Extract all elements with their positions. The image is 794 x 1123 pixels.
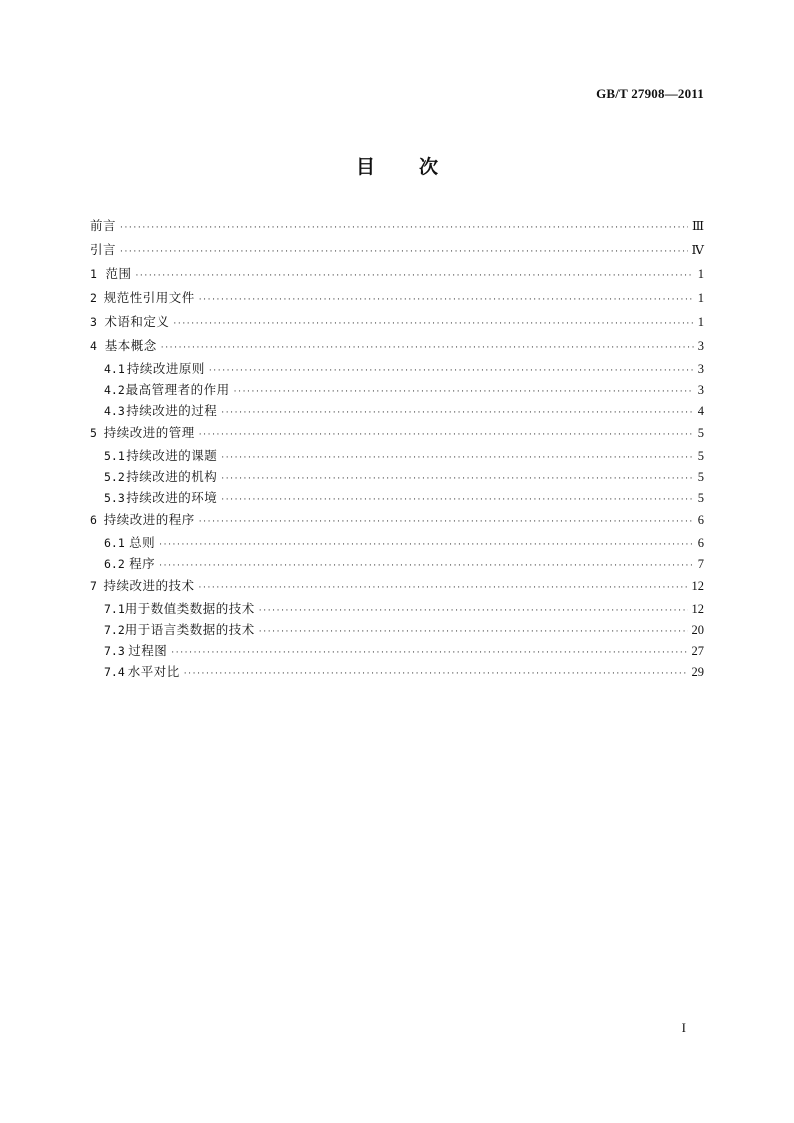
standard-code: GB/T 27908—2011 — [596, 86, 704, 101]
toc-entry-page: 1 — [697, 267, 704, 281]
toc-entry-label: 最高管理者的作用 — [125, 382, 230, 397]
toc-entry-page: 20 — [691, 623, 704, 637]
toc-entry[interactable] — [90, 286, 704, 310]
toc-entry-label: 持续改进的技术 — [103, 578, 195, 593]
toc-leader — [161, 336, 694, 360]
toc-subentry[interactable] — [90, 553, 704, 574]
toc-entry[interactable] — [90, 214, 704, 238]
toc-entry-label: 术语和定义 — [104, 314, 170, 329]
toc-entry-number: 7 — [90, 579, 97, 593]
toc-entry-number: 1 — [90, 267, 97, 281]
toc-entry-number: 7.4 — [104, 665, 125, 679]
toc-entry-number: 5.1 — [104, 449, 125, 463]
toc-title — [0, 152, 794, 179]
toc-entry-page: 3 — [697, 339, 704, 353]
page-folio: I — [681, 1020, 686, 1035]
toc-leader — [199, 510, 694, 534]
toc-entry-page: 6 — [697, 513, 704, 527]
toc-entry-page: 3 — [697, 362, 704, 376]
toc-subentry[interactable] — [90, 487, 704, 508]
toc-leader — [259, 601, 688, 622]
toc-entry-page: 1 — [697, 315, 704, 329]
toc-entry-label: 基本概念 — [104, 338, 157, 353]
toc-entry-number: 5.2 — [104, 470, 125, 484]
toc-entry-number: 7.3 — [104, 644, 125, 658]
toc-entry-page: 1 — [697, 291, 704, 305]
toc-entry-number: 4.3 — [104, 404, 125, 418]
toc-leader — [234, 382, 694, 403]
toc-entry-number: 6.2 — [104, 557, 125, 571]
toc-entry-label: 持续改进的机构 — [126, 469, 218, 484]
toc-entry-number: 3 — [90, 315, 97, 329]
toc-subentry[interactable] — [90, 598, 704, 619]
toc-leader — [184, 664, 688, 685]
toc-entry-page: 4 — [697, 404, 704, 418]
table-of-contents — [90, 214, 704, 682]
toc-entry-page: 27 — [691, 644, 704, 658]
toc-leader — [221, 469, 694, 490]
toc-entry-page: 12 — [691, 602, 704, 616]
toc-subentry[interactable] — [90, 379, 704, 400]
toc-entry-number: 6 — [90, 513, 97, 527]
toc-entry-page: 6 — [697, 536, 704, 550]
toc-entry-number: 7.1 — [104, 602, 125, 616]
toc-entry-number: 2 — [90, 291, 97, 305]
toc-entry-number: 4.2 — [104, 383, 125, 397]
toc-entry-label: 持续改进的程序 — [103, 512, 195, 527]
toc-entry-page: Ⅲ — [691, 219, 704, 233]
toc-entry-label: 持续改进的课题 — [126, 448, 218, 463]
toc-entry-label: 过程图 — [128, 643, 168, 658]
toc-entry-label: 程序 — [129, 556, 156, 571]
toc-leader — [199, 423, 694, 447]
toc-entry-number: 6.1 — [104, 536, 125, 550]
toc-subentry[interactable] — [90, 532, 704, 553]
toc-entry-number: 4.1 — [104, 362, 125, 376]
toc-entry-number: 7.2 — [104, 623, 125, 637]
toc-leader — [120, 216, 688, 240]
toc-entry-label: 持续改进的过程 — [126, 403, 218, 418]
toc-entry-label: 用于数值类数据的技术 — [124, 601, 255, 616]
toc-entry-label: 水平对比 — [127, 664, 180, 679]
toc-leader — [221, 448, 694, 469]
toc-title-part1: 目 — [355, 156, 375, 178]
toc-entry[interactable] — [90, 334, 704, 358]
toc-entry-label: 规范性引用文件 — [103, 290, 195, 305]
toc-entry-number: 4 — [90, 339, 97, 353]
toc-entry-label: 引言 — [90, 242, 117, 257]
toc-entry-label: 用于语言类数据的技术 — [124, 622, 255, 637]
toc-entry[interactable] — [90, 238, 704, 262]
toc-entry[interactable] — [90, 508, 704, 532]
toc-leader — [221, 490, 694, 511]
toc-entry-page: 5 — [697, 470, 704, 484]
toc-leader — [209, 361, 694, 382]
toc-entry-page: 7 — [697, 557, 704, 571]
toc-leader — [199, 288, 694, 312]
toc-entry-page: 5 — [697, 426, 704, 440]
toc-leader — [135, 264, 693, 288]
toc-entry-label: 范围 — [105, 266, 132, 281]
toc-entry-number: 5 — [90, 426, 97, 440]
toc-subentry[interactable] — [90, 466, 704, 487]
toc-entry[interactable] — [90, 421, 704, 445]
toc-entry-label: 持续改进的环境 — [126, 490, 218, 505]
toc-leader — [221, 403, 694, 424]
toc-subentry[interactable] — [90, 619, 704, 640]
toc-entry[interactable] — [90, 574, 704, 598]
toc-title-part2: 次 — [419, 156, 439, 178]
toc-subentry[interactable] — [90, 400, 704, 421]
toc-entry-page: 29 — [691, 665, 704, 679]
toc-entry[interactable] — [90, 262, 704, 286]
toc-entry-page: 5 — [697, 449, 704, 463]
toc-leader — [199, 576, 688, 600]
toc-entry-number: 5.3 — [104, 491, 125, 505]
toc-leader — [159, 535, 694, 556]
toc-entry-page: 3 — [697, 383, 704, 397]
toc-entry-label: 前言 — [90, 218, 117, 233]
toc-entry-label: 总则 — [129, 535, 156, 550]
toc-subentry[interactable] — [90, 661, 704, 682]
toc-entry-page: 5 — [697, 491, 704, 505]
toc-subentry[interactable] — [90, 640, 704, 661]
toc-subentry[interactable] — [90, 445, 704, 466]
toc-entry-page: 12 — [691, 579, 704, 593]
toc-leader — [173, 312, 693, 336]
toc-leader — [171, 643, 687, 664]
toc-entry-page: Ⅳ — [691, 243, 704, 257]
toc-leader — [120, 240, 687, 264]
toc-leader — [159, 556, 694, 577]
toc-entry-label: 持续改进的管理 — [103, 425, 195, 440]
toc-entry-label: 持续改进原则 — [126, 361, 205, 376]
toc-leader — [259, 622, 688, 643]
toc-subentry[interactable] — [90, 358, 704, 379]
toc-entry[interactable] — [90, 310, 704, 334]
